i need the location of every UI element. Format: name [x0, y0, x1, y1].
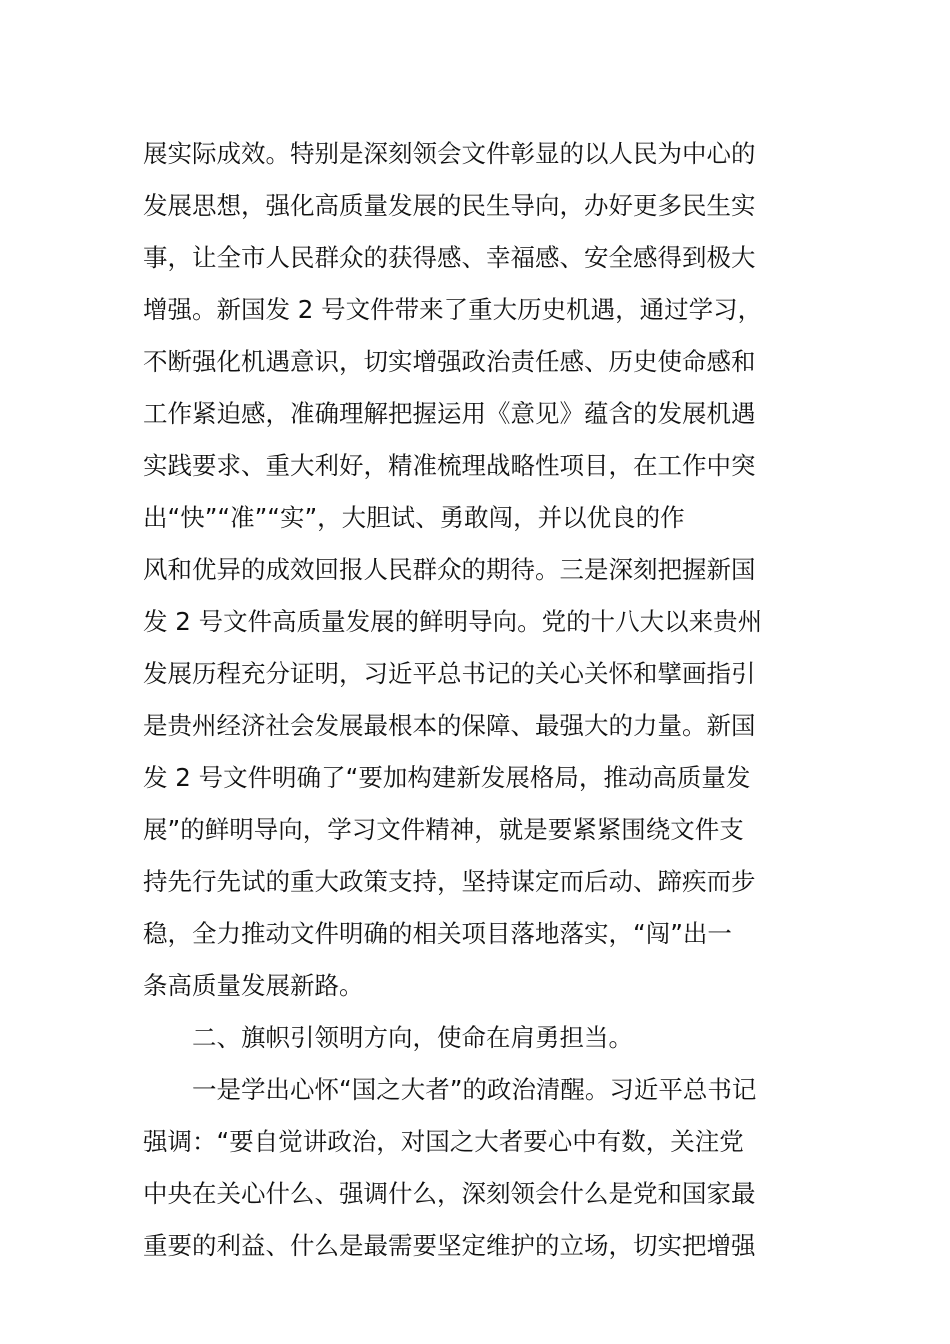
- text-line: 出“快”“准”“实”，大胆试、勇敢闯，并以优良的作: [143, 503, 685, 532]
- text-line: 展”的鲜明导向，学习文件精神，就是要紧紧围绕文件支: [143, 815, 744, 844]
- text-line: 展实际成效。特别是深刻领会文件彰显的以人民为中心的: [143, 139, 756, 168]
- text-line: 风和优异的成效回报人民群众的期待。三是深刻把握新国: [143, 555, 756, 584]
- text-line: 中央在关心什么、强调什么，深刻领会什么是党和国家最: [143, 1179, 756, 1208]
- document-body: [143, 128, 813, 1272]
- text-line: 强调：“要自觉讲政治，对国之大者要心中有数，关注党: [143, 1127, 744, 1156]
- text-line: 发 2 号文件明确了“要加构建新发展格局，推动高质量发: [143, 763, 751, 792]
- text-line: 是贵州经济社会发展最根本的保障、最强大的力量。新国: [143, 711, 756, 740]
- text-line: 事，让全市人民群众的获得感、幸福感、安全感得到极大: [143, 243, 756, 272]
- text-line: 重要的利益、什么是最需要坚定维护的立场，切实把增强: [143, 1231, 756, 1260]
- text-line: 发展历程充分证明，习近平总书记的关心关怀和擘画指引: [143, 659, 756, 688]
- text-line: 一是学出心怀“国之大者”的政治清醒。习近平总书记: [192, 1075, 757, 1104]
- text-line: 工作紧迫感，准确理解把握运用《意见》蕴含的发展机遇: [143, 399, 756, 428]
- text-line: 稳，全力推动文件明确的相关项目落地落实，“闯”出一: [143, 919, 732, 948]
- text-line: 条高质量发展新路。: [143, 971, 364, 1000]
- section-heading: 二、旗帜引领明方向，使命在肩勇担当。: [192, 1023, 633, 1052]
- text-line: 增强。新国发 2 号文件带来了重大历史机遇，通过学习，: [143, 295, 763, 324]
- text-line: 持先行先试的重大政策支持，坚持谋定而后动、蹄疾而步: [143, 867, 756, 896]
- text-line: 不断强化机遇意识，切实增强政治责任感、历史使命感和: [143, 347, 756, 376]
- text-line: 发 2 号文件高质量发展的鲜明导向。党的十八大以来贵州: [143, 607, 763, 636]
- text-line: 实践要求、重大利好，精准梳理战略性项目，在工作中突: [143, 451, 756, 480]
- text-line: 发展思想，强化高质量发展的民生导向，办好更多民生实: [143, 191, 756, 220]
